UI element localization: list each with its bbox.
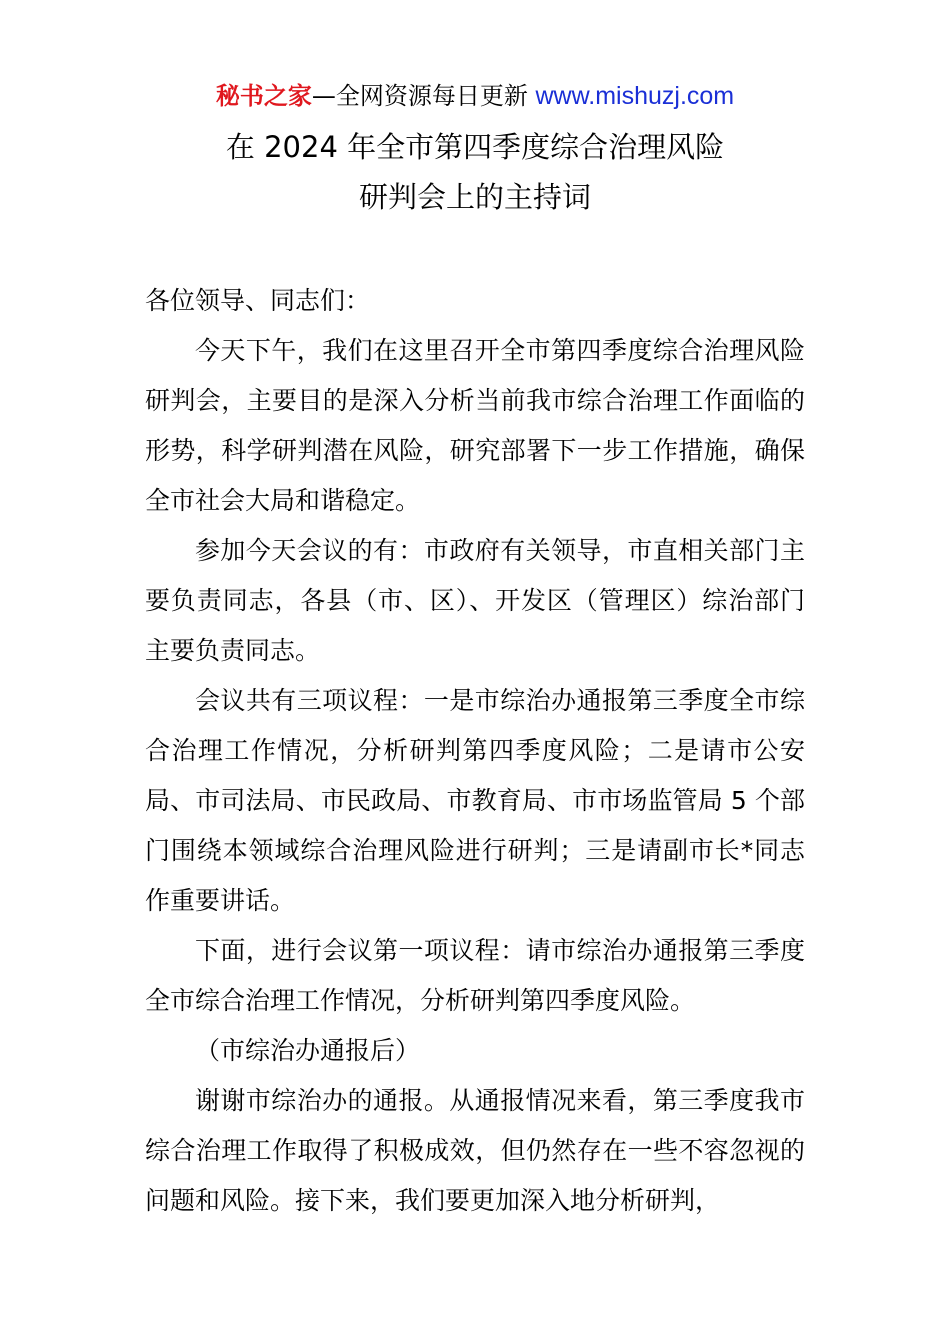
- paragraph-agenda: 会议共有三项议程：一是市综治办通报第三季度全市综合治理工作情况，分析研判第四季度风险；二是请市公安局、市司法局、市民政局、市教育局、市市场监管局 5 个部门围绕本领域综合治理风险进行研判；三是请副市长*同志作重要讲话。: [145, 686, 805, 915]
- paragraph-attendees: 参加今天会议的有：市政府有关领导，市直相关部门主要负责同志，各县（市、区）、开发区（管理区）综治部门主要负责同志。: [145, 536, 805, 665]
- document-title-line-2: 研判会上的主持词: [358, 180, 591, 214]
- paragraph-first-item: 下面，进行会议第一项议程：请市综治办通报第三季度全市综合治理工作情况，分析研判第四季度风险。: [145, 936, 805, 1015]
- site-brand: 秘书之家: [215, 82, 312, 110]
- paragraph-stage-note: （市综治办通报后）: [195, 1036, 421, 1065]
- paragraph-response: 谢谢市综治办的通报。从通报情况来看，第三季度我市综合治理工作取得了积极成效，但仍然存在一些不容忽视的问题和风险。接下来，我们要更加深入地分析研判，: [145, 1086, 805, 1215]
- document-title-line-1: 在 2024 年全市第四季度综合治理风险: [225, 130, 725, 164]
- site-header: [0, 80, 950, 112]
- paragraph-opening: 今天下午，我们在这里召开全市第四季度综合治理风险研判会，主要目的是深入分析当前我市综合治理工作面临的形势，科学研判潜在风险，研究部署下一步工作措施，确保全市社会大局和谐稳定。: [145, 336, 805, 515]
- site-url-link[interactable]: www.mishuzj.com: [535, 82, 735, 110]
- document-body: [145, 276, 805, 1226]
- site-tagline: —全网资源每日更新: [311, 82, 536, 110]
- salutation: 各位领导、同志们：: [145, 286, 371, 315]
